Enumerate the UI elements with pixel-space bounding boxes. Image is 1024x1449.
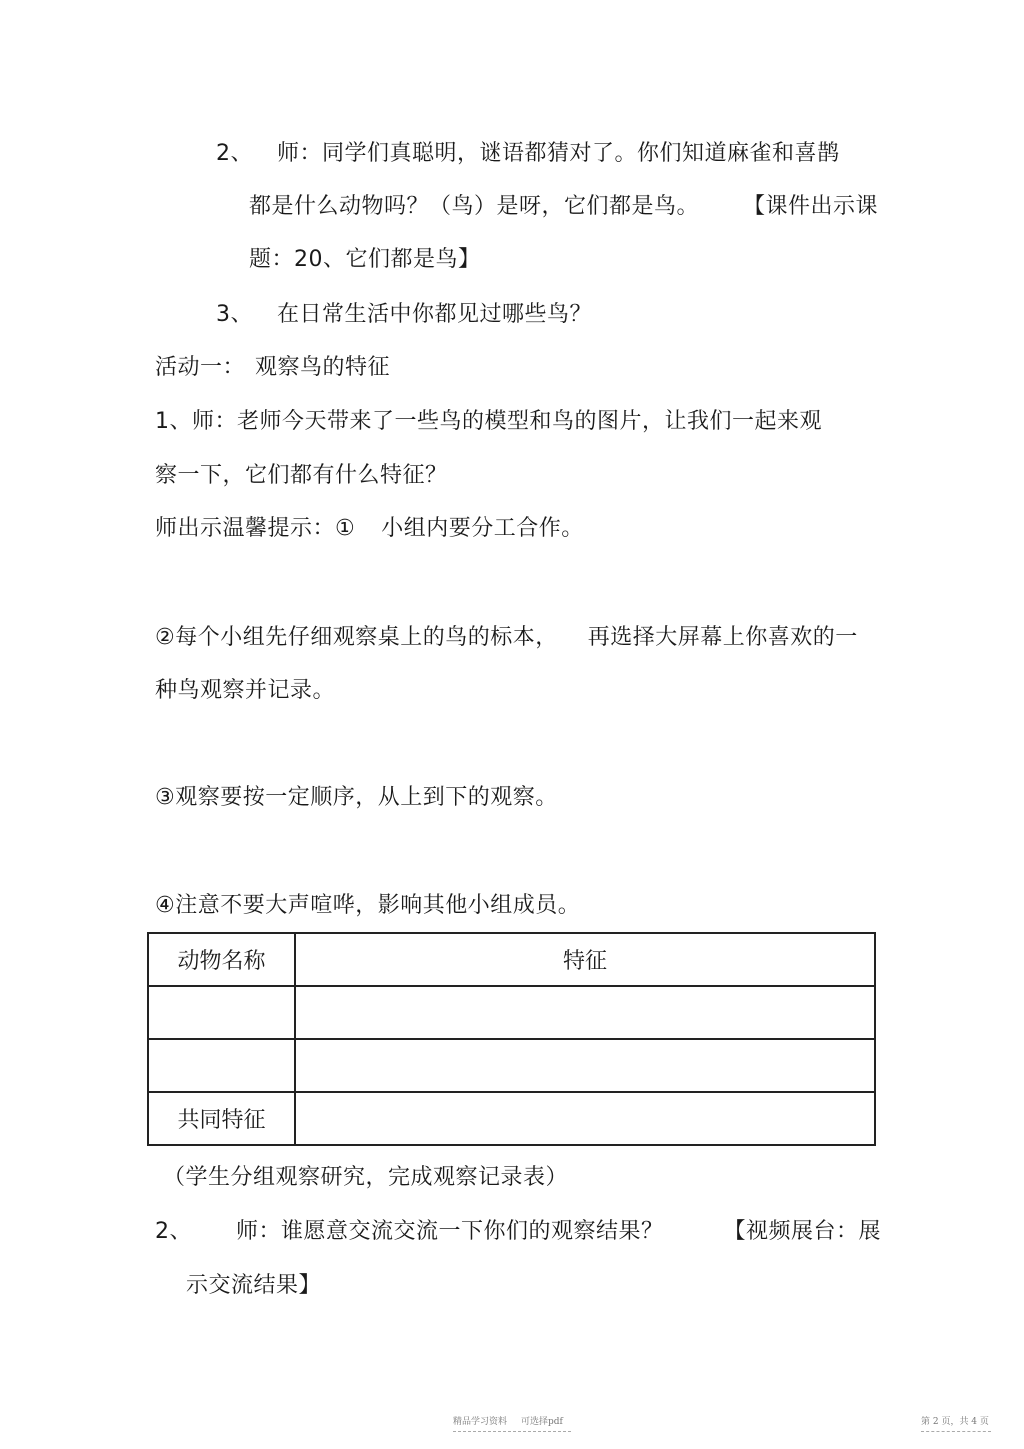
footer-label: 可选择pdf bbox=[521, 1417, 563, 1427]
tips-label: 师出示温馨提示：① bbox=[155, 516, 356, 541]
paragraph-line bbox=[163, 1163, 568, 1193]
line-text: 再选择大屏幕上你喜欢的一 bbox=[587, 625, 858, 650]
line-text: 察一下，它们都有什么特征？ bbox=[155, 463, 448, 488]
table-cell bbox=[148, 986, 295, 1039]
table-cell bbox=[295, 1092, 875, 1145]
paragraph-line bbox=[216, 139, 840, 169]
line-text: ③观察要按一定顺序，从上到下的观察。 bbox=[155, 785, 558, 810]
courseware-note: 【课件出示课 bbox=[743, 194, 879, 219]
line-text: 种鸟观察并记录。 bbox=[155, 678, 336, 703]
video-note: 【视频展台：展 bbox=[723, 1219, 882, 1244]
paragraph-line bbox=[155, 891, 580, 921]
table-row bbox=[148, 1092, 875, 1145]
table-cell bbox=[148, 1039, 295, 1092]
line-text: 1、师：老师今天带来了一些鸟的模型和鸟的图片，让我们一起来观 bbox=[155, 409, 822, 434]
line-text: 都是什么动物吗？（鸟）是呀，它们都是鸟。 bbox=[249, 194, 700, 219]
activity-heading bbox=[155, 353, 390, 383]
activity-title: 观察鸟的特征 bbox=[255, 355, 391, 380]
footer-page-number: 第 2 页，共 4 页 bbox=[921, 1417, 989, 1427]
line-text: ②每个小组先仔细观察桌上的鸟的标本， bbox=[155, 625, 558, 650]
paragraph-line bbox=[216, 300, 592, 330]
paragraph-line bbox=[155, 461, 448, 491]
line-text: ④注意不要大声喧哗，影响其他小组成员。 bbox=[155, 893, 581, 918]
paragraph-line bbox=[249, 245, 481, 275]
line-text: 小组内要分工合作。 bbox=[381, 516, 584, 541]
line-text: 示交流结果】 bbox=[186, 1273, 322, 1298]
paragraph-line bbox=[155, 1217, 881, 1247]
paragraph-line bbox=[155, 783, 558, 813]
table-row bbox=[148, 1039, 875, 1092]
line-text: 在日常生活中你都见过哪些鸟？ bbox=[277, 302, 593, 327]
footer-divider bbox=[921, 1431, 991, 1432]
header-animal-name: 动物名称 bbox=[148, 933, 295, 986]
list-number: 3、 bbox=[216, 302, 253, 327]
line-text: （学生分组观察研究，完成观察记录表） bbox=[163, 1165, 569, 1190]
footer-label: 精品学习资料 bbox=[453, 1417, 508, 1427]
paragraph-line bbox=[155, 407, 822, 437]
common-feature-label: 共同特征 bbox=[148, 1092, 295, 1145]
observation-table bbox=[147, 932, 876, 1146]
table-cell bbox=[295, 1039, 875, 1092]
activity-label: 活动一： bbox=[155, 355, 246, 380]
line-text: 师：谁愿意交流交流一下你们的观察结果？ bbox=[236, 1219, 664, 1244]
footer-left bbox=[453, 1414, 563, 1427]
paragraph-line bbox=[155, 676, 335, 706]
paragraph-line bbox=[155, 623, 858, 653]
paragraph-line bbox=[186, 1271, 321, 1301]
line-text: 师：同学们真聪明，谜语都猜对了。你们知道麻雀和喜鹊 bbox=[277, 141, 840, 166]
footer-divider bbox=[453, 1431, 571, 1432]
table-cell bbox=[295, 986, 875, 1039]
list-number: 2、 bbox=[216, 141, 253, 166]
table-header-row bbox=[148, 933, 875, 986]
line-text: 题：20、它们都是鸟】 bbox=[249, 247, 481, 272]
table-row bbox=[148, 986, 875, 1039]
paragraph-line bbox=[249, 192, 878, 222]
header-feature: 特征 bbox=[295, 933, 875, 986]
paragraph-line bbox=[155, 514, 584, 544]
list-number: 2、 bbox=[155, 1219, 192, 1244]
